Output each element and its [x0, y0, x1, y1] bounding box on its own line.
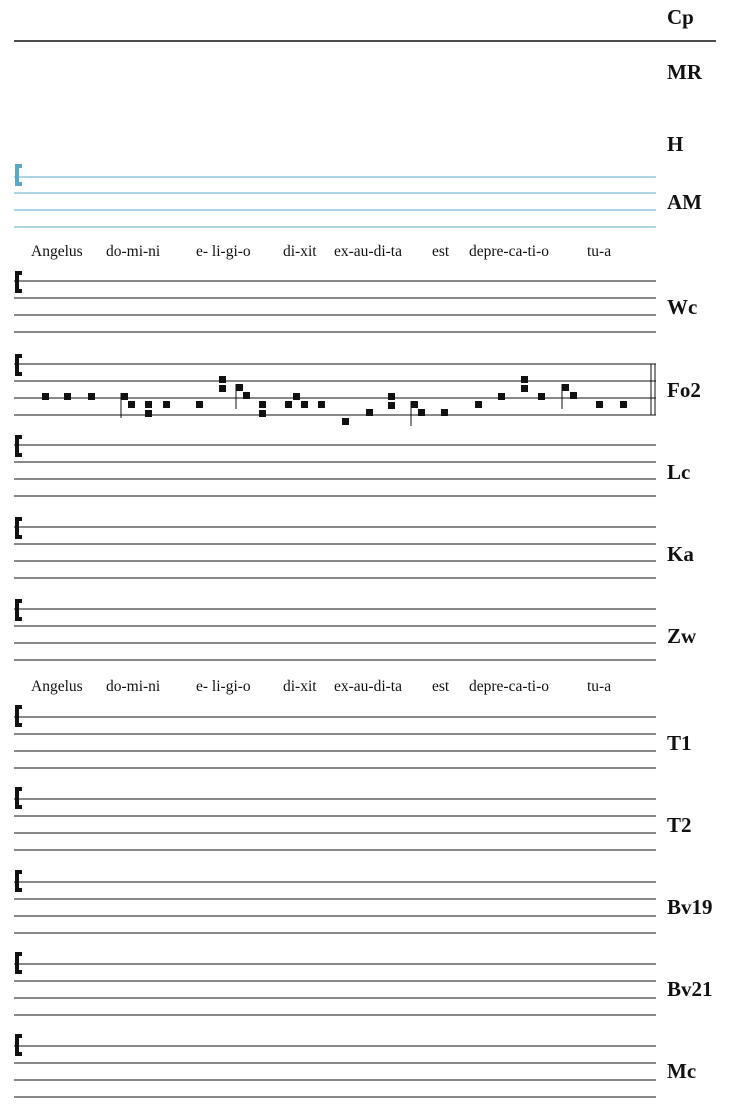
note — [475, 401, 482, 408]
syllable: Angelus — [31, 243, 83, 260]
neumes — [42, 376, 627, 426]
note — [259, 401, 266, 408]
note — [219, 385, 226, 392]
staff-bv21 — [14, 952, 656, 1015]
note — [441, 409, 448, 416]
note — [145, 410, 152, 417]
c-clef-icon — [15, 1034, 22, 1056]
label-fo2: Fo2 — [667, 378, 701, 402]
label-cp: Cp — [667, 5, 694, 29]
label-am: AM — [667, 190, 702, 214]
label-t1: T1 — [667, 731, 692, 755]
note — [163, 401, 170, 408]
note — [293, 393, 300, 400]
syllable: do-mi-ni — [106, 678, 161, 695]
note — [42, 393, 49, 400]
note — [570, 392, 577, 399]
label-bv19: Bv19 — [667, 895, 713, 919]
note — [64, 393, 71, 400]
note — [301, 401, 308, 408]
staff-t2 — [14, 787, 656, 850]
label-mc: Mc — [667, 1059, 697, 1083]
syllable: Angelus — [31, 678, 83, 695]
c-clef-icon — [15, 164, 22, 186]
note — [562, 384, 569, 391]
note — [366, 409, 373, 416]
c-clef-icon — [15, 354, 22, 376]
label-lc: Lc — [667, 460, 691, 484]
note — [521, 385, 528, 392]
note — [121, 393, 128, 400]
label-wc: Wc — [667, 295, 698, 319]
c-clef-icon — [15, 599, 22, 621]
note — [538, 393, 545, 400]
staff-lc — [14, 435, 656, 496]
note — [620, 401, 627, 408]
syllable: tu-a — [587, 678, 612, 695]
label-t2: T2 — [667, 813, 692, 837]
staff-mc — [14, 1034, 656, 1097]
syllable: e- li-gi-o — [196, 243, 251, 260]
note — [342, 418, 349, 425]
syllable: di-xit — [283, 243, 317, 260]
label-h: H — [667, 132, 684, 156]
syllable: est — [432, 678, 450, 695]
note — [318, 401, 325, 408]
label-ka: Ka — [667, 542, 694, 566]
note — [236, 384, 243, 391]
note — [521, 376, 528, 383]
note — [145, 401, 152, 408]
note — [596, 401, 603, 408]
c-clef-icon — [15, 517, 22, 539]
syllable: tu-a — [587, 243, 612, 260]
note — [128, 401, 135, 408]
note — [418, 409, 425, 416]
syllable: ex-au-di-ta — [334, 678, 402, 695]
c-clef-icon — [15, 435, 22, 457]
note — [243, 392, 250, 399]
c-clef-icon — [15, 952, 22, 974]
staff-fo2 — [14, 354, 656, 426]
label-zw: Zw — [667, 624, 697, 648]
staff-zw — [14, 599, 656, 660]
staff-wc — [14, 271, 656, 332]
note — [388, 402, 395, 409]
syllable: depre-ca-ti-o — [469, 243, 550, 260]
note — [219, 376, 226, 383]
note — [498, 393, 505, 400]
syllable: e- li-gi-o — [196, 678, 251, 695]
staff-am — [14, 164, 656, 227]
c-clef-icon — [15, 271, 22, 293]
syllable: di-xit — [283, 678, 317, 695]
note — [88, 393, 95, 400]
staff-t1 — [14, 705, 656, 768]
note — [388, 393, 395, 400]
syllable: est — [432, 243, 450, 260]
syllable: depre-ca-ti-o — [469, 678, 550, 695]
syllable: ex-au-di-ta — [334, 243, 402, 260]
note — [285, 401, 292, 408]
staff-bv19 — [14, 870, 656, 933]
syllable: do-mi-ni — [106, 243, 161, 260]
staff-ka — [14, 517, 656, 578]
c-clef-icon — [15, 787, 22, 809]
note — [259, 410, 266, 417]
note — [411, 401, 418, 408]
label-bv21: Bv21 — [667, 977, 713, 1001]
note — [196, 401, 203, 408]
label-mr: MR — [667, 60, 702, 84]
c-clef-icon — [15, 870, 22, 892]
c-clef-icon — [15, 705, 22, 727]
